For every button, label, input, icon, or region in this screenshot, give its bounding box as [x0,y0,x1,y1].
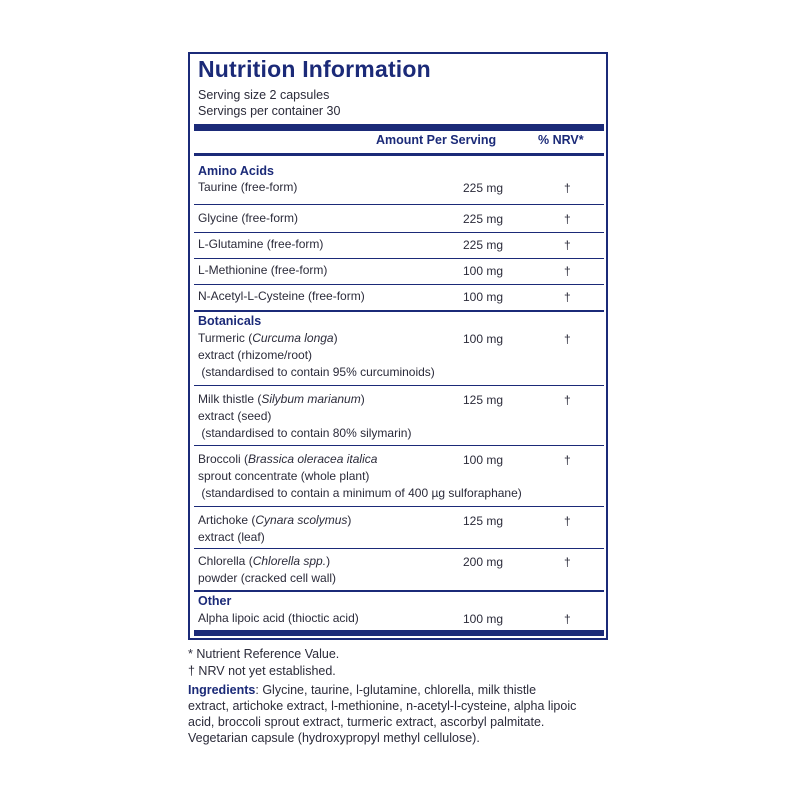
section-separator [194,590,604,592]
nutrient-name: Broccoli (Brassica oleracea italica sprout concentrate (whole plant) (standardised to contain a minimum of 400 µg sulforaphane) [198,452,522,500]
nrv-header: % NRV* [538,133,584,147]
nutrient-nrv: † [564,555,571,569]
section-separator [194,310,604,312]
nrv-footnote: * Nutrient Reference Value. [188,647,340,661]
nutrient-name: Turmeric (Curcuma longa) extract (rhizome/root) (standardised to contain 95% curcuminoids) [198,331,435,379]
nutrient-amount: 225 mg [463,212,504,226]
nutrient-nrv: † [564,332,571,346]
panel-title: Nutrition Information [198,56,431,82]
nutrient-name: Chlorella (Chlorella spp.) powder (cracked cell wall) [198,554,337,585]
nutrient-amount: 100 mg [463,332,504,346]
header-bar [194,153,604,156]
row-separator [194,548,604,549]
nutrient-name: L-Glutamine (free-form) [198,237,324,251]
row-separator [194,506,604,507]
section-botanicals: Botanicals [198,314,262,328]
nutrient-amount: 100 mg [463,612,504,626]
nutrient-amount: 225 mg [463,238,504,252]
nutrient-amount: 100 mg [463,264,504,278]
serving-size: Serving size 2 capsules [198,88,330,102]
nutrient-name: L-Methionine (free-form) [198,263,328,277]
nutrient-name: Taurine (free-form) [198,180,298,194]
nutrient-amount: 125 mg [463,514,504,528]
nutrient-nrv: † [564,238,571,252]
dagger-footnote: † NRV not yet established. [188,664,336,678]
section-other: Other [198,594,232,608]
nutrient-nrv: † [564,181,571,195]
nutrient-amount: 200 mg [463,555,504,569]
nutrient-nrv: † [564,212,571,226]
nutrient-nrv: † [564,264,571,278]
nutrient-amount: 100 mg [463,290,504,304]
row-separator [194,385,604,386]
ingredients-text: Ingredients: Glycine, taurine, l-glutamine, chlorella, milk thistle extract, artichoke extract, l-methionine, n-acetyl-l-cysteine, alpha lipoic acid, broccoli sprout extract, turmeric extract, ascorbyl palmitate. Vegetarian capsule (hydroxypropyl methyl cellulose). [188,683,577,745]
row-separator [194,258,604,259]
nutrient-name: N-Acetyl-L-Cysteine (free-form) [198,289,365,303]
servings-per-container: Servings per container 30 [198,104,341,118]
nutrient-name: Glycine (free-form) [198,211,299,225]
nutrient-nrv: † [564,612,571,626]
nutrient-name: Alpha lipoic acid (thioctic acid) [198,611,359,625]
nutrient-nrv: † [564,453,571,467]
nutrient-amount: 125 mg [463,393,504,407]
ingredients-label: Ingredients [188,683,256,697]
nutrient-nrv: † [564,514,571,528]
section-amino-acids: Amino Acids [198,164,274,178]
bottom-bar [194,630,604,636]
row-separator [194,232,604,233]
row-separator [194,445,604,446]
row-separator [194,204,604,205]
amount-header: Amount Per Serving [376,133,497,147]
nutrient-name: Milk thistle (Silybum marianum) extract (seed) (standardised to contain 80% silymarin) [198,392,412,440]
nutrient-nrv: † [564,393,571,407]
nutrient-name: Artichoke (Cynara scolymus) extract (leaf) [198,513,352,544]
nutrition-panel [188,52,608,640]
nutrient-amount: 100 mg [463,453,504,467]
top-bar [194,124,604,131]
nutrient-nrv: † [564,290,571,304]
row-separator [194,284,604,285]
nutrient-amount: 225 mg [463,181,504,195]
